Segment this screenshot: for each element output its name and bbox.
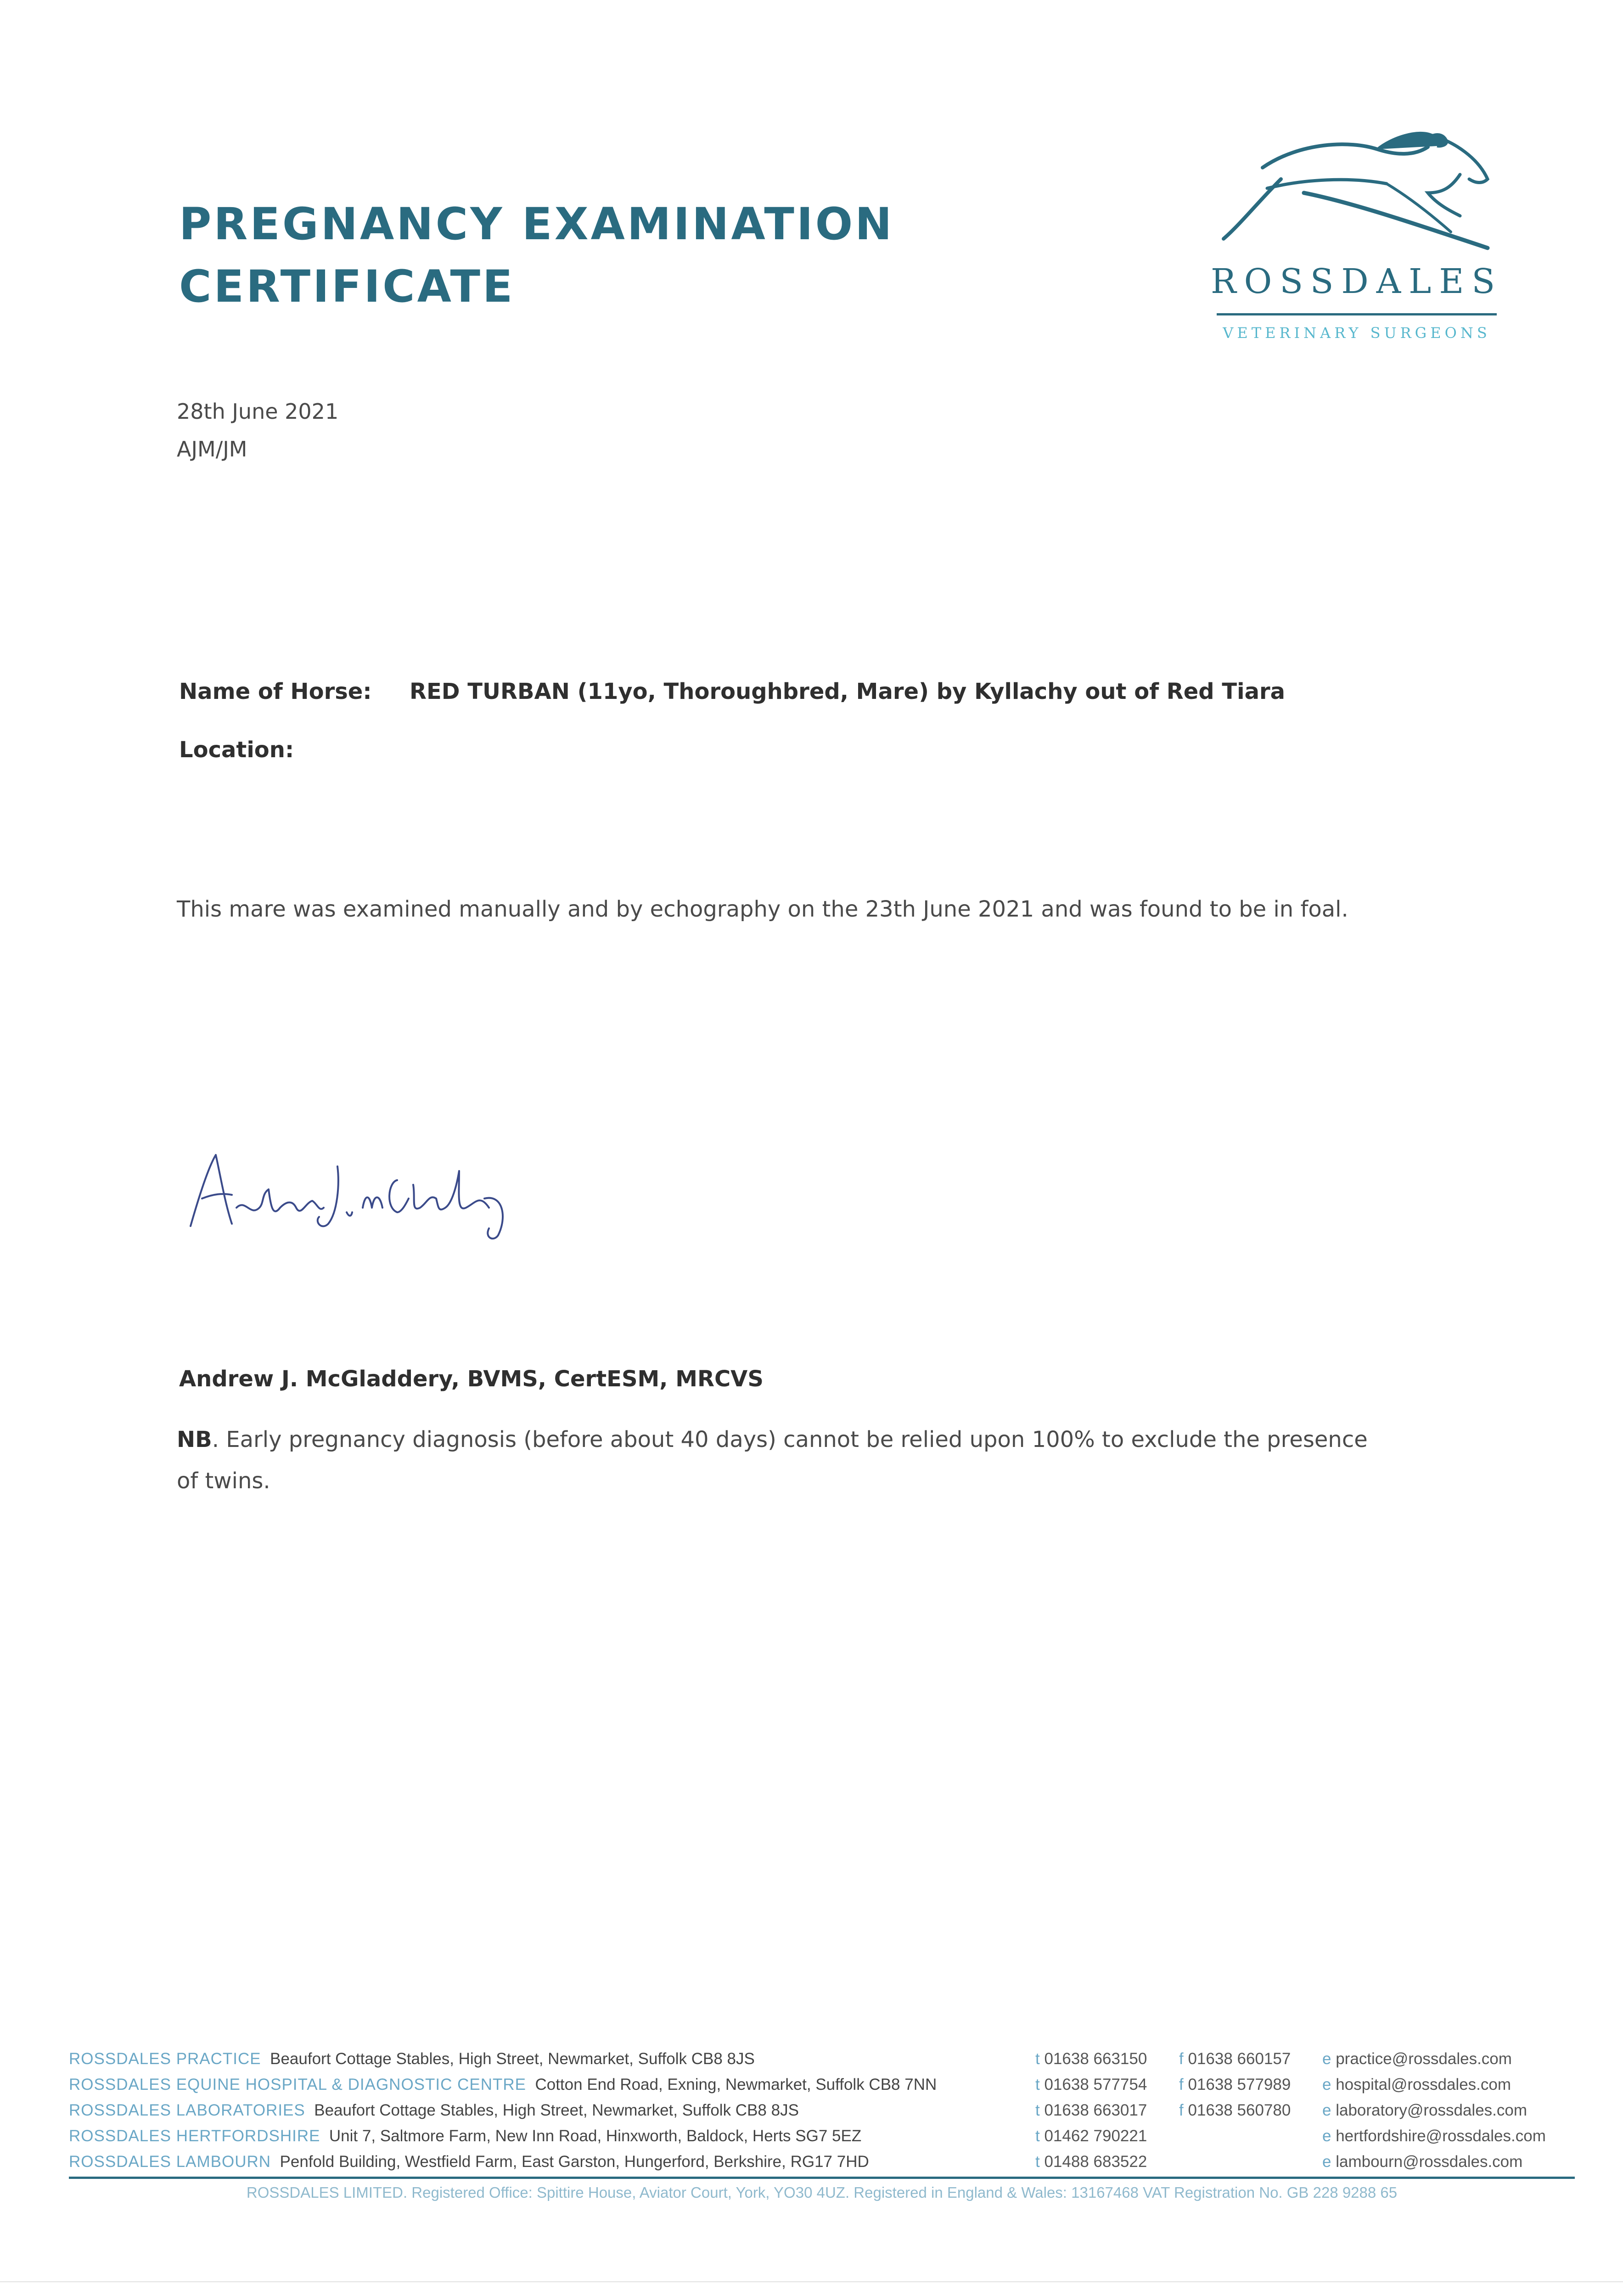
fax-hospital: f 01638 577989 bbox=[1179, 2076, 1291, 2093]
email-laboratories: e laboratory@rossdales.com bbox=[1322, 2101, 1528, 2119]
fax-practice: f 01638 660157 bbox=[1179, 2050, 1291, 2068]
tel-hospital: t 01638 577754 bbox=[1035, 2076, 1147, 2093]
examination-statement: This mare was examined manually and by echography on the 23th June 2021 and was found to be in foal. bbox=[177, 896, 1348, 922]
footer-divider bbox=[69, 2177, 1575, 2179]
company-logo bbox=[1207, 124, 1506, 354]
site-address: Penfold Building, Westfield Farm, East Garston, Hungerford, Berkshire, RG17 7HD bbox=[280, 2153, 869, 2171]
email-lambourn: e lambourn@rossdales.com bbox=[1322, 2153, 1523, 2171]
tel-practice: t 01638 663150 bbox=[1035, 2050, 1147, 2068]
logo-divider bbox=[1217, 313, 1497, 315]
page-bottom-edge bbox=[0, 2281, 1623, 2282]
site-name: ROSSDALES HERTFORDSHIRE bbox=[69, 2127, 320, 2145]
document-title bbox=[179, 193, 894, 318]
horse-name-label: Name of Horse: bbox=[179, 679, 372, 704]
tel-hertfordshire: t 01462 790221 bbox=[1035, 2127, 1147, 2145]
site-name: ROSSDALES PRACTICE bbox=[69, 2050, 261, 2068]
title-line-2: CERTIFICATE bbox=[179, 261, 515, 312]
tel-lambourn: t 01488 683522 bbox=[1035, 2153, 1147, 2171]
handwritten-signature bbox=[181, 1139, 512, 1244]
site-address: Unit 7, Saltmore Farm, New Inn Road, Hinxworth, Baldock, Herts SG7 5EZ bbox=[329, 2127, 862, 2145]
title-line-1: PREGNANCY EXAMINATION bbox=[179, 198, 894, 250]
twins-disclaimer bbox=[177, 1419, 1393, 1502]
registered-office: ROSSDALES LIMITED. Registered Office: Spittire House, Aviator Court, York, YO30 4UZ. Registered in England & Wales: 13167468 VAT Registration No. GB 228 9288 65 bbox=[246, 2184, 1398, 2201]
footer-site-hospital bbox=[69, 2072, 937, 2098]
note-prefix: NB bbox=[177, 1427, 212, 1452]
footer-site-practice bbox=[69, 2046, 755, 2072]
horse-name-value: RED TURBAN (11yo, Thoroughbred, Mare) by Kyllachy out of Red Tiara bbox=[410, 679, 1286, 704]
note-text: . Early pregnancy diagnosis (before about 40 days) cannot be relied upon 100% to exclude the presence of twins. bbox=[177, 1427, 1368, 1494]
logo-tagline: VETERINARY SURGEONS bbox=[1223, 324, 1491, 342]
site-address: Beaufort Cottage Stables, High Street, Newmarket, Suffolk CB8 8JS bbox=[270, 2050, 755, 2068]
site-name: ROSSDALES EQUINE HOSPITAL & DIAGNOSTIC CENTRE bbox=[69, 2076, 527, 2093]
logo-wordmark: ROSSDALES bbox=[1210, 262, 1503, 301]
document-reference: AJM/JM bbox=[177, 437, 247, 461]
signatory-name: Andrew J. McGladdery, BVMS, CertESM, MRCVS bbox=[179, 1366, 764, 1392]
footer-site-laboratories bbox=[69, 2098, 799, 2123]
location-label: Location: bbox=[179, 737, 294, 763]
tel-laboratories: t 01638 663017 bbox=[1035, 2101, 1147, 2119]
footer-site-lambourn bbox=[69, 2149, 869, 2175]
email-hospital: e hospital@rossdales.com bbox=[1322, 2076, 1511, 2093]
email-practice: e practice@rossdales.com bbox=[1322, 2050, 1512, 2068]
fax-laboratories: f 01638 560780 bbox=[1179, 2101, 1291, 2119]
site-address: Beaufort Cottage Stables, High Street, Newmarket, Suffolk CB8 8JS bbox=[314, 2101, 799, 2119]
site-address: Cotton End Road, Exning, Newmarket, Suffolk CB8 7NN bbox=[535, 2076, 937, 2093]
footer-site-hertfordshire bbox=[69, 2123, 861, 2149]
document-meta bbox=[177, 393, 338, 468]
document-date: 28th June 2021 bbox=[177, 399, 339, 424]
site-name: ROSSDALES LAMBOURN bbox=[69, 2153, 271, 2171]
horse-logo-icon bbox=[1212, 124, 1497, 257]
email-hertfordshire: e hertfordshire@rossdales.com bbox=[1322, 2127, 1546, 2145]
site-name: ROSSDALES LABORATORIES bbox=[69, 2101, 305, 2119]
